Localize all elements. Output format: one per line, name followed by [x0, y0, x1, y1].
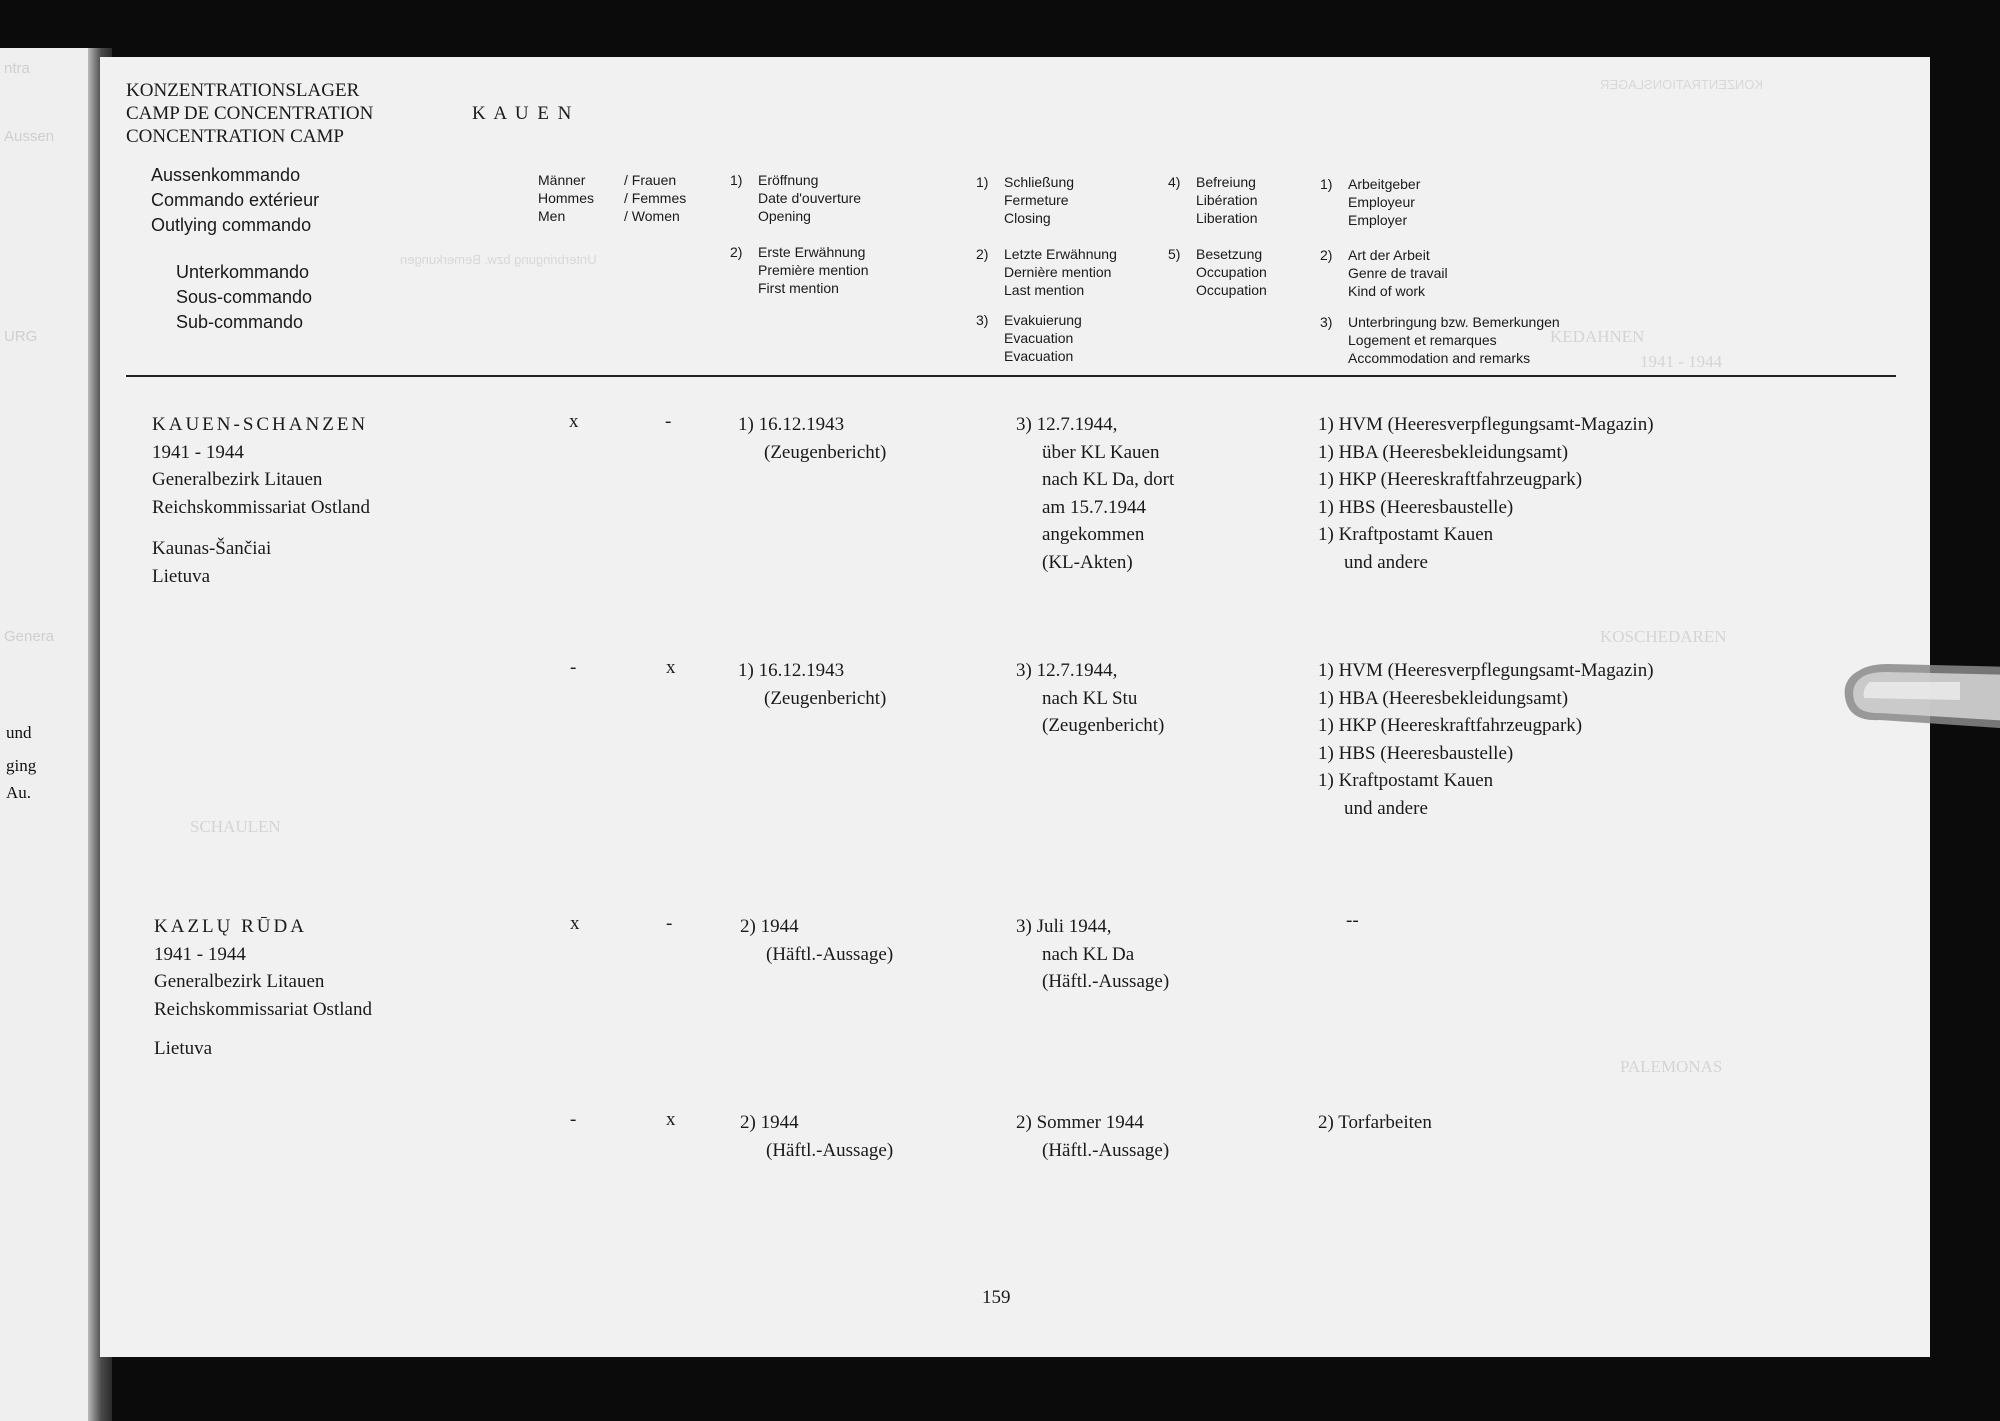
entry-local-name: Kaunas-Šančiai [152, 538, 272, 559]
bleed-through-text: Aussen [4, 128, 55, 145]
cell-line: (Häftl.-Aussage) [766, 1139, 894, 1161]
opening-cell [738, 411, 886, 466]
cell-line: 1) 16.12.1943 [738, 660, 845, 681]
header-term: Arbeitgeber [1348, 176, 1421, 192]
column-header-accommodation [1320, 313, 1560, 367]
document-page [100, 57, 1930, 1357]
closing-cell [1016, 1109, 1169, 1164]
cell-line: 1) HKP (Heereskraftfahrzeugpark) [1318, 469, 1583, 490]
cell-line: über KL Kauen [1042, 441, 1160, 463]
aussenkommando-en: Outlying commando [151, 215, 312, 235]
header-term: Logement et remarques [1348, 332, 1497, 348]
entry-detail: Generalbezirk Litauen [152, 469, 323, 490]
column-header-kind-of-work [1320, 246, 1448, 300]
header-term: Eröffnung [758, 172, 819, 188]
aussenkommando-fr: Commando extérieur [151, 190, 320, 210]
header-term: Employeur [1348, 194, 1415, 210]
cell-line: und andere [1344, 797, 1428, 819]
unterkommando-en: Sub-commando [176, 312, 304, 332]
cell-line: 2) Torfarbeiten [1318, 1112, 1432, 1133]
header-term: Première mention [758, 262, 869, 278]
column-header-employer [1320, 175, 1420, 229]
header-term: Erste Erwähnung [758, 244, 866, 260]
gender-label: Men [538, 208, 566, 224]
work-cell [1318, 1109, 1432, 1137]
header-term: First mention [758, 280, 839, 296]
cell-line: (Zeugenbericht) [764, 687, 887, 709]
group-number: 2) [730, 244, 743, 260]
group-number: 3) [976, 312, 989, 328]
left-page-fragment: und [6, 723, 32, 742]
cell-line: 1) HVM (Heeresverpflegungsamt-Magazin) [1318, 414, 1654, 435]
women-mark: - [665, 411, 672, 432]
entry-detail: 1941 - 1944 [154, 943, 246, 965]
men-mark: - [570, 1109, 577, 1130]
cell-line: 1) 16.12.1943 [738, 414, 845, 435]
group-number: 1) [730, 172, 743, 188]
group-number: 3) [1320, 314, 1333, 330]
women-mark: - [666, 913, 673, 934]
cell-line: 1) HBA (Heeresbekleidungsamt) [1318, 687, 1569, 709]
entry-detail: 1941 - 1944 [152, 441, 244, 463]
bleed-through-text: Genera [4, 628, 55, 645]
header-term: Schließung [1004, 174, 1075, 190]
entry-location-kauen-schanzen [152, 411, 370, 590]
bleed-through-text: ntra [4, 60, 30, 77]
page-number: 159 [982, 1287, 1011, 1308]
cell-line: 2) 1944 [740, 1112, 799, 1133]
unterkommando-label [176, 260, 312, 335]
header-term: Occupation [1196, 264, 1267, 280]
cell-line: 3) Juli 1944, [1016, 916, 1112, 937]
cell-line: und andere [1344, 551, 1428, 573]
header-term: Opening [758, 208, 811, 224]
camp-title-heading [126, 79, 373, 148]
cell-line: nach KL Da, dort [1042, 469, 1175, 490]
gender-sep: / Femmes [624, 190, 687, 206]
header-term: Dernière mention [1004, 264, 1112, 280]
cell-line: (Zeugenbericht) [764, 441, 887, 463]
entry-country: Lietuva [154, 1038, 213, 1059]
cell-line: 1) HKP (Heereskraftfahrzeugpark) [1318, 715, 1583, 736]
cell-line: 1) HVM (Heeresverpflegungsamt-Magazin) [1318, 660, 1654, 681]
entry-country: Lietuva [152, 565, 211, 587]
header-term: Closing [1004, 210, 1051, 226]
title-line-en: CONCENTRATION CAMP [126, 126, 344, 147]
gender-label: Männer [538, 172, 586, 188]
column-header-gender [538, 171, 686, 225]
work-cell [1318, 411, 1654, 576]
bleed-through-text: URG [4, 328, 38, 345]
cell-line: 1) HBS (Heeresbaustelle) [1318, 496, 1514, 518]
column-header-last-mention [976, 245, 1117, 299]
header-term: Last mention [1004, 282, 1085, 298]
entry-detail: Reichskommissariat Ostland [154, 998, 372, 1020]
left-page-fragment: Au. [6, 783, 32, 802]
title-line-de: KONZENTRATIONSLAGER [126, 80, 360, 101]
closing-cell [1016, 657, 1164, 740]
header-term: Besetzung [1196, 246, 1263, 262]
cell-line: 2) 1944 [740, 916, 799, 937]
bleed-through-text: KOSCHEDAREN [1600, 627, 1727, 646]
cell-line: (Zeugenbericht) [1042, 715, 1165, 736]
aussenkommando-de: Aussenkommando [151, 165, 301, 185]
group-number: 5) [1168, 246, 1181, 262]
men-mark: x [570, 913, 580, 934]
header-term: Liberation [1196, 210, 1258, 226]
unterkommando-de: Unterkommando [176, 262, 310, 282]
aussenkommando-label [151, 163, 319, 238]
bleed-through-text: KONZENTRATIONSLAGER [1600, 77, 1764, 92]
page-clip-icon [1840, 650, 2000, 740]
left-page-fragment: ging [6, 756, 37, 775]
cell-line: 1) Kraftpostamt Kauen [1318, 524, 1494, 545]
title-line-fr: CAMP DE CONCENTRATION [126, 103, 374, 124]
bleed-through-text: PALEMONAS [1620, 1057, 1723, 1076]
cell-line: -- [1346, 910, 1359, 931]
header-term: Evacuation [1004, 330, 1074, 346]
header-term: Evakuierung [1004, 312, 1082, 328]
camp-name: K A U E N [472, 103, 574, 124]
cell-line: 1) Kraftpostamt Kauen [1318, 770, 1494, 791]
column-header-opening [730, 171, 861, 225]
column-header-first-mention [730, 243, 869, 297]
cell-line: nach KL Stu [1042, 687, 1138, 709]
cell-line: 1) HBS (Heeresbaustelle) [1318, 742, 1514, 764]
cell-line: (Häftl.-Aussage) [766, 943, 894, 965]
cell-line: 2) Sommer 1944 [1016, 1112, 1144, 1133]
cell-line: nach KL Da [1042, 943, 1135, 965]
column-header-liberation [1168, 173, 1258, 227]
bleed-through-text: Unterbringung bzw. Bemerkungen [400, 252, 597, 267]
work-cell [1346, 907, 1359, 935]
closing-cell [1016, 913, 1169, 996]
header-term: Fermeture [1004, 192, 1069, 208]
header-term: Date d'ouverture [758, 190, 862, 206]
cell-line: (Häftl.-Aussage) [1042, 1139, 1170, 1161]
opening-cell [738, 657, 886, 712]
group-number: 1) [1320, 176, 1333, 192]
group-number: 2) [976, 246, 989, 262]
header-term: Befreiung [1196, 174, 1256, 190]
header-term: Genre de travail [1348, 265, 1448, 281]
cell-line: (Häftl.-Aussage) [1042, 971, 1170, 992]
header-term: Kind of work [1348, 283, 1426, 299]
bleed-through-text: KEDAHNEN [1550, 327, 1645, 346]
column-header-occupation [1168, 245, 1267, 281]
header-term: Libération [1196, 192, 1258, 208]
cell-line: 3) 12.7.1944, [1016, 414, 1118, 435]
column-header-occupation-en: Occupation [1196, 282, 1267, 298]
men-mark: - [570, 657, 577, 678]
opening-cell [740, 913, 893, 968]
cell-line: 3) 12.7.1944, [1016, 660, 1118, 681]
header-term: Art der Arbeit [1348, 247, 1430, 263]
header-term: Employer [1348, 212, 1408, 228]
men-mark: x [569, 411, 579, 432]
header-term: Unterbringung bzw. Bemerkungen [1348, 314, 1560, 330]
gender-sep: / Frauen [624, 172, 677, 188]
header-term: Letzte Erwähnung [1004, 246, 1117, 262]
entry-location-kazlu-ruda [154, 913, 372, 1063]
cell-line: (KL-Akten) [1042, 551, 1133, 573]
cell-line: 1) HBA (Heeresbekleidungsamt) [1318, 441, 1569, 463]
cell-line: angekommen [1042, 524, 1145, 545]
entry-name: KAZLŲ RŪDA [154, 916, 307, 937]
header-term: Evacuation [1004, 348, 1074, 364]
entry-detail: Generalbezirk Litauen [154, 971, 325, 992]
gender-sep: / Women [624, 208, 680, 224]
header-term: Accommodation and remarks [1348, 350, 1531, 366]
opening-cell [740, 1109, 893, 1164]
group-number: 4) [1168, 174, 1181, 190]
entry-name: KAUEN-SCHANZEN [152, 414, 369, 435]
gender-label: Hommes [538, 190, 595, 206]
bleed-through-text: SCHAULEN [190, 817, 281, 836]
cell-line: am 15.7.1944 [1042, 496, 1146, 518]
bleed-through-text: 1941 - 1944 [1640, 352, 1723, 371]
unterkommando-fr: Sous-commando [176, 287, 313, 307]
work-cell [1318, 657, 1654, 822]
entry-detail: Reichskommissariat Ostland [152, 496, 370, 518]
group-number: 1) [976, 174, 989, 190]
left-facing-page [0, 48, 100, 1421]
closing-cell [1016, 411, 1174, 576]
column-header-closing [976, 173, 1074, 227]
column-header-evacuation [976, 311, 1082, 365]
header-divider [126, 375, 1896, 377]
group-number: 2) [1320, 247, 1333, 263]
women-mark: x [666, 657, 676, 678]
women-mark: x [666, 1109, 676, 1130]
